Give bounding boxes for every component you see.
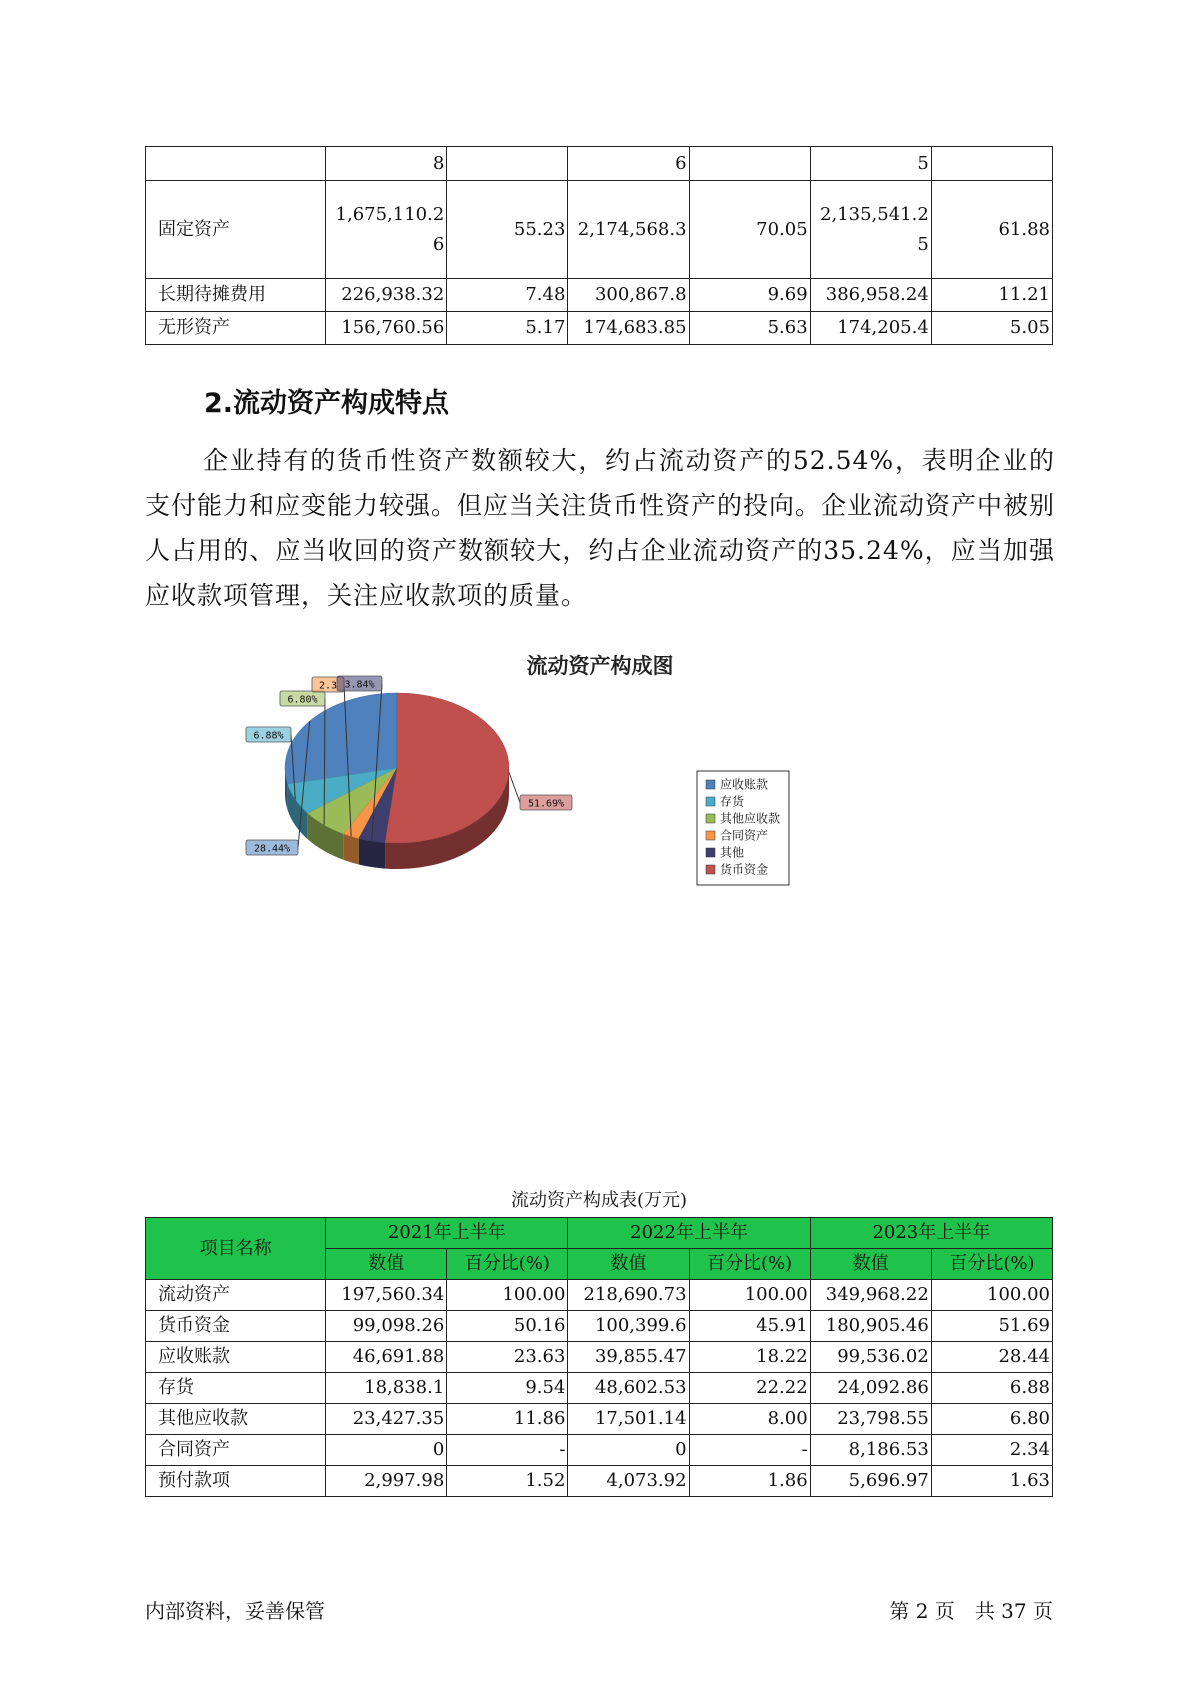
header-item-name: 项目名称 xyxy=(146,1218,326,1280)
cell-percent: 28.44 xyxy=(931,1342,1052,1373)
legend-entry: 其他应收款 xyxy=(720,811,781,826)
cell-percent: 100.00 xyxy=(931,1280,1052,1311)
cell-value: 174,205.4 xyxy=(810,312,931,345)
table-row xyxy=(146,1466,1053,1497)
legend-swatch xyxy=(706,865,715,874)
cell-value: 300,867.8 xyxy=(568,279,689,312)
cell-value: 39,855.47 xyxy=(568,1342,689,1373)
row-name: 其他应收款 xyxy=(146,1404,326,1435)
table-row xyxy=(146,1280,1053,1311)
cell-percent: 45.91 xyxy=(689,1311,810,1342)
cell-value: 386,958.24 xyxy=(810,279,931,312)
cell-percent: 1.52 xyxy=(447,1466,568,1497)
section-heading: 2.流动资产构成特点 xyxy=(204,388,450,419)
row-name: 长期待摊费用 xyxy=(146,279,326,312)
cell-percent: 23.63 xyxy=(447,1342,568,1373)
data-label: 6.80% xyxy=(287,694,318,706)
cell-value: 5 xyxy=(810,147,931,181)
cell-value: 17,501.14 xyxy=(568,1404,689,1435)
cell-value: 8,186.53 xyxy=(810,1435,931,1466)
cell-value: 48,602.53 xyxy=(568,1373,689,1404)
cell-value: 180,905.46 xyxy=(810,1311,931,1342)
header-value: 数值 xyxy=(326,1249,447,1280)
cell-percent: 50.16 xyxy=(447,1311,568,1342)
cell-percent: 8.00 xyxy=(689,1404,810,1435)
data-label: 28.44% xyxy=(253,843,291,855)
cell-value: 6 xyxy=(568,147,689,181)
cell-percent: 70.05 xyxy=(689,181,810,279)
cell-value: 226,938.32 xyxy=(326,279,447,312)
cell-percent: 100.00 xyxy=(689,1280,810,1311)
cell-percent: 1.63 xyxy=(931,1466,1052,1497)
row-name: 货币资金 xyxy=(146,1311,326,1342)
cell-percent: 22.22 xyxy=(689,1373,810,1404)
header-percent: 百分比(%) xyxy=(447,1249,568,1280)
cell-value: 156,760.56 xyxy=(326,312,447,345)
cell-value: 100,399.6 xyxy=(568,1311,689,1342)
row-name: 应收账款 xyxy=(146,1342,326,1373)
page-number: 第 2 页 共 37 页 xyxy=(889,1599,1053,1623)
cell-percent: 9.69 xyxy=(689,279,810,312)
cell-percent: 6.88 xyxy=(931,1373,1052,1404)
cell-percent: 18.22 xyxy=(689,1342,810,1373)
row-name: 预付款项 xyxy=(146,1466,326,1497)
pie-slice-side xyxy=(344,834,359,865)
cell-value: 349,968.22 xyxy=(810,1280,931,1311)
row-name xyxy=(146,147,326,181)
cell-percent: 51.69 xyxy=(931,1311,1052,1342)
row-name: 存货 xyxy=(146,1373,326,1404)
table-row xyxy=(146,1404,1053,1435)
header-percent: 百分比(%) xyxy=(931,1249,1052,1280)
cell-value: 1,675,110.26 xyxy=(326,181,447,279)
row-name: 合同资产 xyxy=(146,1435,326,1466)
header-value: 数值 xyxy=(810,1249,931,1280)
header-period: 2021年上半年 xyxy=(326,1218,568,1249)
cell-value: 99,098.26 xyxy=(326,1311,447,1342)
header-period: 2022年上半年 xyxy=(568,1218,810,1249)
cell-value: 23,427.35 xyxy=(326,1404,447,1435)
table-title: 流动资产构成表(万元) xyxy=(510,1190,688,1211)
cell-percent: 5.05 xyxy=(931,312,1052,345)
legend-entry: 存货 xyxy=(720,794,745,809)
cell-percent: 61.88 xyxy=(931,181,1052,279)
table-row xyxy=(146,181,1053,279)
cell-percent xyxy=(447,147,568,181)
table-row xyxy=(146,147,1053,181)
table-row xyxy=(146,1342,1053,1373)
pie-slices xyxy=(285,693,509,843)
current-asset-table xyxy=(145,1217,1053,1497)
cell-value: 24,092.86 xyxy=(810,1373,931,1404)
cell-percent: - xyxy=(689,1435,810,1466)
header-value: 数值 xyxy=(568,1249,689,1280)
cell-value: 46,691.88 xyxy=(326,1342,447,1373)
cell-value: 2,174,568.3 xyxy=(568,181,689,279)
cell-value: 8 xyxy=(326,147,447,181)
legend-entry: 货币资金 xyxy=(720,862,769,877)
footer-notice: 内部资料，妥善保管 xyxy=(145,1599,325,1623)
label-leader-line xyxy=(509,772,520,803)
cell-percent: 2.34 xyxy=(931,1435,1052,1466)
cell-value: 5,696.97 xyxy=(810,1466,931,1497)
data-label: 51.69% xyxy=(527,798,565,810)
cell-value: 174,683.85 xyxy=(568,312,689,345)
cell-value: 23,798.55 xyxy=(810,1404,931,1435)
data-label: 6.88% xyxy=(253,730,284,742)
cell-percent: 11.21 xyxy=(931,279,1052,312)
legend-swatch xyxy=(706,848,715,857)
cell-percent: 1.86 xyxy=(689,1466,810,1497)
cell-percent xyxy=(931,147,1052,181)
table-header-row xyxy=(146,1218,1053,1249)
cell-percent xyxy=(689,147,810,181)
table-row xyxy=(146,1435,1053,1466)
cell-percent: 9.54 xyxy=(447,1373,568,1404)
cell-value: 2,997.98 xyxy=(326,1466,447,1497)
table-row xyxy=(146,312,1053,345)
cell-value: 99,536.02 xyxy=(810,1342,931,1373)
chart-title: 流动资产构成图 xyxy=(526,654,674,678)
cell-value: 2,135,541.25 xyxy=(810,181,931,279)
body-paragraph: 企业持有的货币性资产数额较大，约占流动资产的52.54%，表明企业的支付能力和应变能力较强。但应当关注货币性资产的投向。企业流动资产中被别人占用的、应当收回的资产数额较大，约占企业流动资产的35.24%，应当加强应收款项管理，关注应收款项的质量。 xyxy=(145,446,1056,610)
cell-percent: 55.23 xyxy=(447,181,568,279)
legend-swatch xyxy=(706,780,715,789)
cell-percent: 5.63 xyxy=(689,312,810,345)
cell-percent: 5.17 xyxy=(447,312,568,345)
legend-entry: 应收账款 xyxy=(720,777,769,792)
data-label: 3.84% xyxy=(344,679,375,691)
cell-percent: 7.48 xyxy=(447,279,568,312)
row-name: 流动资产 xyxy=(146,1280,326,1311)
legend-entry: 合同资产 xyxy=(720,828,769,843)
cell-value: 4,073.92 xyxy=(568,1466,689,1497)
row-name: 无形资产 xyxy=(146,312,326,345)
cell-percent: 6.80 xyxy=(931,1404,1052,1435)
legend-swatch xyxy=(706,831,715,840)
cell-percent: 11.86 xyxy=(447,1404,568,1435)
cell-value: 218,690.73 xyxy=(568,1280,689,1311)
cell-value: 0 xyxy=(326,1435,447,1466)
pie-chart xyxy=(200,645,960,975)
row-name: 固定资产 xyxy=(146,181,326,279)
header-period: 2023年上半年 xyxy=(810,1218,1052,1249)
table-row xyxy=(146,279,1053,312)
cell-value: 18,838.1 xyxy=(326,1373,447,1404)
cell-percent: 100.00 xyxy=(447,1280,568,1311)
legend-entry: 其他 xyxy=(720,845,745,860)
legend-swatch xyxy=(706,814,715,823)
pie-slice-side xyxy=(359,839,385,869)
table-row xyxy=(146,1373,1053,1404)
cell-value: 197,560.34 xyxy=(326,1280,447,1311)
chart-legend xyxy=(697,771,789,885)
legend-swatch xyxy=(706,797,715,806)
data-label: 2.3 xyxy=(318,680,338,692)
fixed-asset-table xyxy=(145,146,1053,345)
table-row xyxy=(146,1311,1053,1342)
header-percent: 百分比(%) xyxy=(689,1249,810,1280)
cell-percent: - xyxy=(447,1435,568,1466)
cell-value: 0 xyxy=(568,1435,689,1466)
